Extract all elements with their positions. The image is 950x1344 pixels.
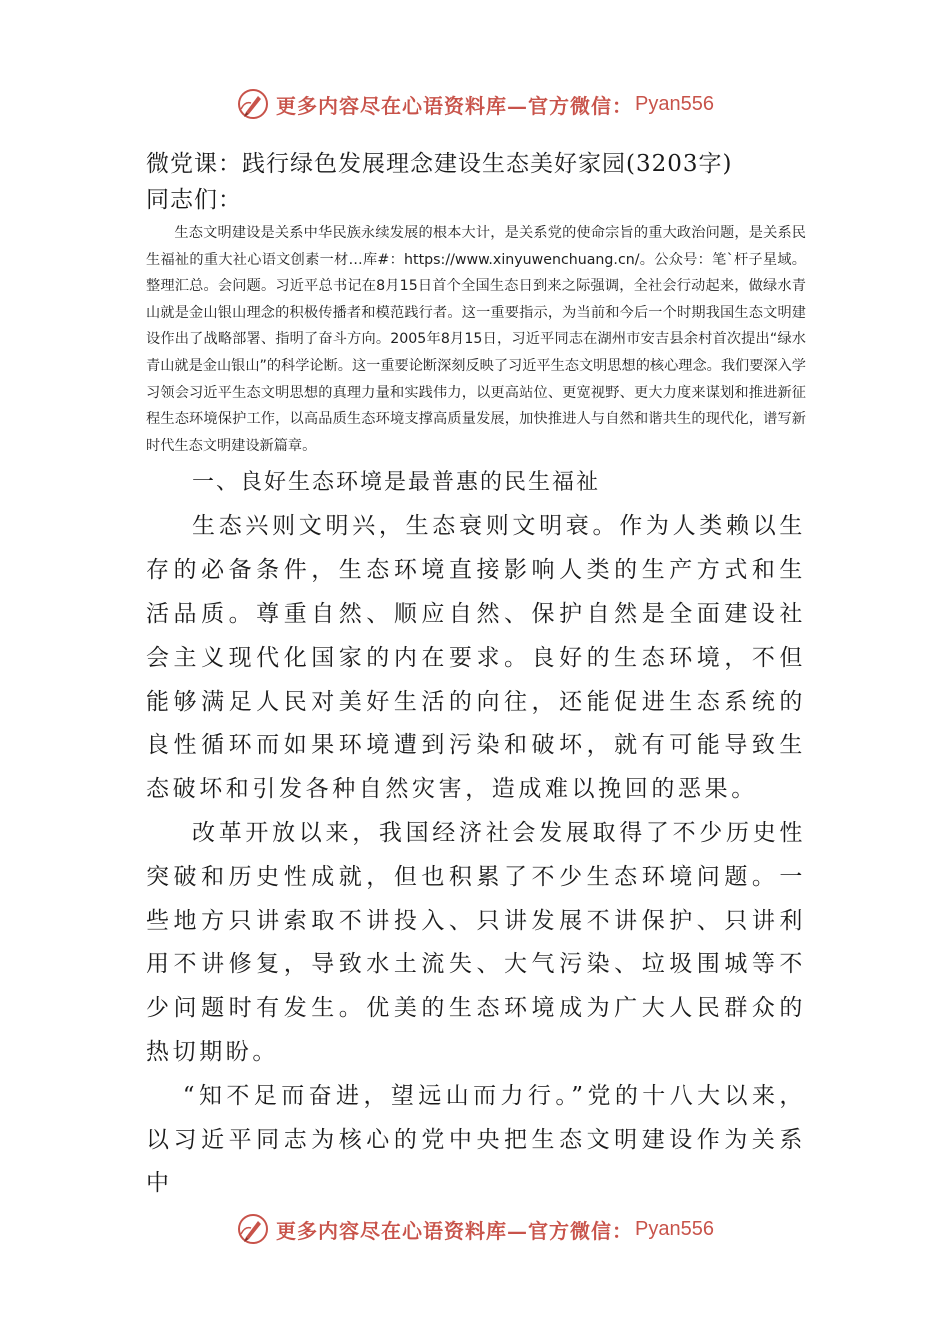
header-watermark-banner (0, 84, 950, 124)
document-title: 微党课：践行绿色发展理念建设生态美好家园(3203字) (146, 151, 733, 177)
pen-logo-icon (236, 1212, 270, 1246)
banner-wechat-id: Pyan556 (635, 92, 714, 115)
intro-paragraph: 生态文明建设是关系中华民族永续发展的根本大计，是关系党的使命宗旨的重大政治问题，是关系民生福祉的重大社心语文创素一材…库#：https://www.xinyuwenchuang.cn/。公众号：笔`杆子星域。整理汇总。会问题。习近平总书记在8月15日首个全国生态日到来之际强调，全社会行动起来，做绿水青山就是金山银山理念的积极传播者和模范践行者。这一重要指示，为当前和今后一个时期我国生态文明建设作出了战略部署、指明了奋斗方向。2005年8月15日，习近平同志在湖州市安吉县余村首次提出“绿水青山就是金山银山”的科学论断。这一重要论断深刻反映了习近平生态文明思想的核心理念。我们要深入学习领会习近平生态文明思想的真理力量和实践伟力，以更高站位、更宽视野、更大力度来谋划和推进新征程生态环境保护工作，以高品质生态环境支撑高质量发展，加快推进人与自然和谐共生的现代化，谱写新时代生态文明建设新篇章。 (146, 225, 806, 454)
salutation: 同志们： (146, 187, 242, 213)
body-paragraph-1: 生态兴则文明兴，生态衰则文明衰。作为人类赖以生存的必备条件，生态环境直接影响人类的生产方式和生活品质。尊重自然、顺应自然、保护自然是全面建设社会主义现代化国家的内在要求。良好的生态环境，不但能够满足人民对美好生活的向往，还能促进生态系统的良性循环而如果环境遭到污染和破坏，就有可能导致生态破坏和引发各种自然灾害，造成难以挽回的恶果。 (146, 513, 806, 803)
banner-text: 更多内容尽在心语资料库—官方微信： (276, 1218, 634, 1243)
footer-watermark-banner (0, 1209, 950, 1249)
banner-wechat-id: Pyan556 (635, 1217, 714, 1240)
body-paragraph-2: 改革开放以来，我国经济社会发展取得了不少历史性突破和历史性成就，但也积累了不少生态环境问题。一些地方只讲索取不讲投入、只讲发展不讲保护、只讲利用不讲修复，导致水土流失、大气污染、垃圾围城等不少问题时有发生。优美的生态环境成为广大人民群众的热切期盼。 (146, 819, 806, 1065)
pen-logo-icon (236, 87, 270, 121)
body-paragraph-3: “知不足而奋进，望远山而力行。”党的十八大以来，以习近平同志为核心的党中央把生态文明建设作为关系中 (146, 1082, 806, 1197)
section-heading-1: 一、良好生态环境是最普惠的民生福祉 (192, 470, 601, 496)
banner-text: 更多内容尽在心语资料库—官方微信： (276, 93, 634, 118)
document-body (146, 146, 806, 1206)
